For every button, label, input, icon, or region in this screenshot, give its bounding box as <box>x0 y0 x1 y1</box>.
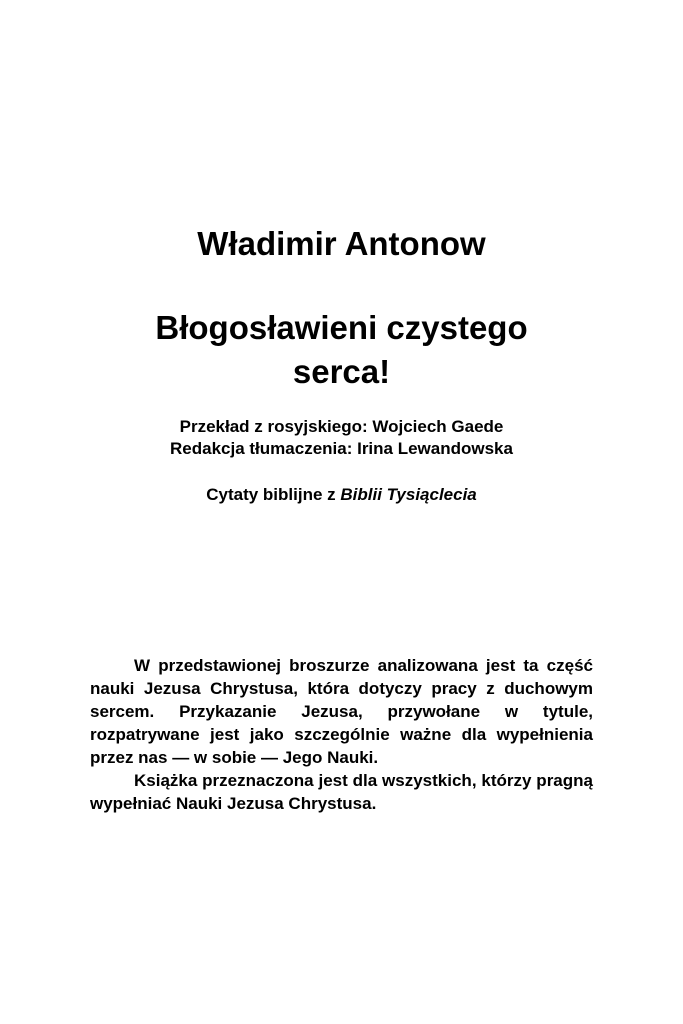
bible-quotes-note <box>0 484 683 506</box>
quotes-prefix: Cytaty biblijne z <box>206 485 341 504</box>
book-title <box>0 306 683 394</box>
book-title-line-2: serca! <box>292 353 391 390</box>
abstract <box>90 654 593 815</box>
editing-credit: Redakcja tłumaczenia: Irina Lewandowska <box>170 439 513 458</box>
book-title-line-1: Błogosławieni czystego <box>155 309 528 346</box>
author-name: Władimir Antonow <box>197 225 486 262</box>
credits-block <box>0 416 683 460</box>
abstract-paragraph-2: Książka przeznaczona jest dla wszystkich, którzy pragną wypełniać Nauki Jezusa Chrystusa. <box>90 771 593 813</box>
translation-credit: Przekład z rosyjskiego: Wojciech Gaede <box>179 417 504 436</box>
quotes-source: Biblii Tysiąclecia <box>340 485 477 504</box>
abstract-paragraph-1: W przedstawionej broszurze analizowana jest ta część nauki Jezusa Chrystusa, która dotyczy pracy z duchowym sercem. Przykazanie Jezusa, przywołane w tytule, rozpatrywane jest jako szczególnie ważne dla wypełnienia przez nas — w sobie — Jego Nauki. <box>90 656 593 767</box>
